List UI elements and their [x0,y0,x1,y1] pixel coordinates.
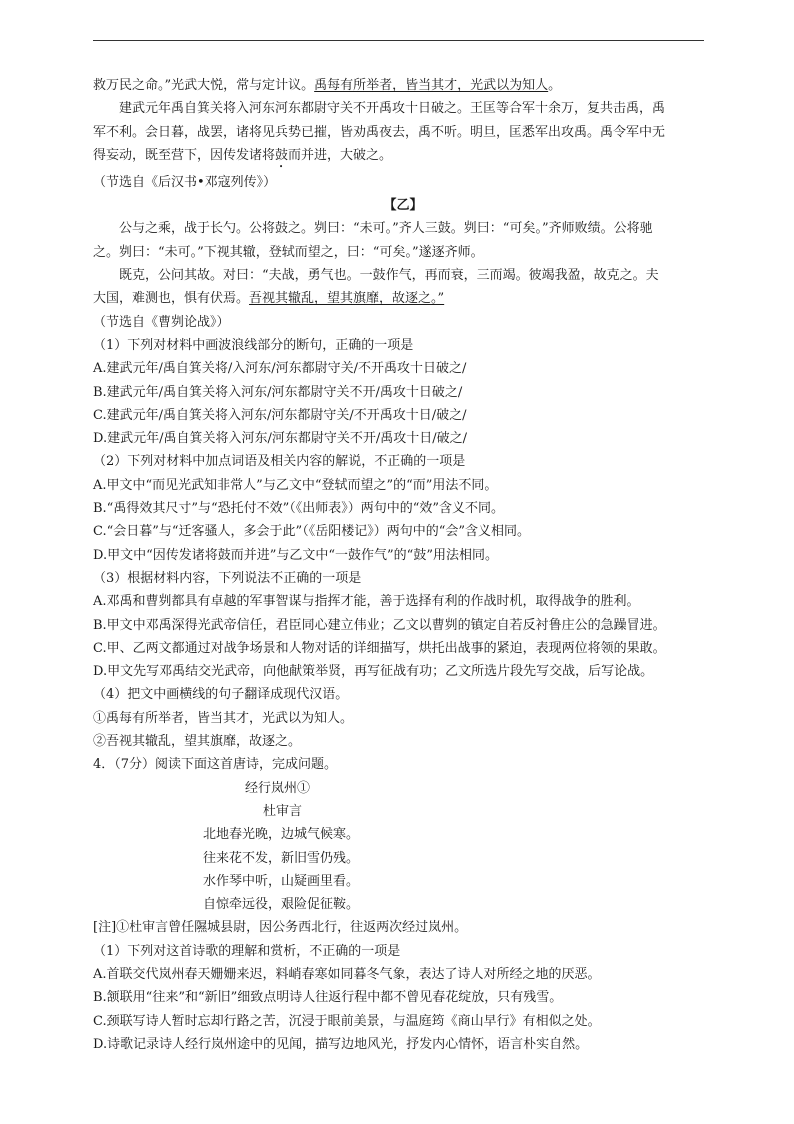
poem-q1-option-b: B.颔联用“往来”和“新旧”细致点明诗人往返行程中都不曾见春花绽放，只有残雪。 [93,990,563,1006]
passage-jia-para2-line-3 [93,144,713,171]
q4-item-1: ①禹每有所举者，皆当其才，光武以为知人。 [93,710,354,726]
poem-line-1: 北地春光晚，边城气候寒。 [203,827,360,843]
q4-stem: （4）把文中画横线的句子翻译成现代汉语。 [93,687,349,703]
poem-q1-option-a: A.首联交代岚州春天姗姗来迟，料峭春寒如同暮冬气象，表达了诗人对所经之地的厌恶。 [93,966,601,982]
poem-title: 经行岚州① [245,780,311,796]
passage-yi-source: （节选自《曹刿论战》） [93,314,230,330]
text-span: 得妄动，既至营下，因传发诸将 [93,147,276,163]
passage-yi-para1-line-1: 公与之乘，战于长勺。公将鼓之。刿曰：“未可。”齐人三鼓。刿曰：“可矣。”齐师败绩。公将驰 [119,221,653,237]
q1-option-a: A.建武元年/禹自箕关将/入河东/河东都尉守关/不开禹攻十日破之/ [93,361,467,377]
q2-stem: （2）下列对材料中加点词语及相关内容的解说，不正确的一项是 [93,454,466,470]
q1-option-b: B.建武元年/禹自箕关将入河东/河东都尉守关不开/禹攻十日破之/ [93,384,463,400]
passage-jia-para2-line-1: 建武元年禹自箕关将入河东河东都尉守关不开禹攻十日破之。王匡等合军十余万，复共击禹，禹 [119,101,666,117]
q2-option-a: A.甲文中“而见光武知非常人”与乙文中“登轼而望之”的“而”用法不同。 [93,477,498,493]
poem-author: 杜审言 [263,803,303,819]
passage-yi-para1-line-2: 之。刿曰：“未可。”下视其辙，登轼而望之，曰：“可矣。”遂逐齐师。 [93,244,484,260]
q2-option-c: C.“会日暮”与“迁客骚人，多会于此”（《岳阳楼记》）两句中的“会”含义相同。 [93,524,530,540]
q3-option-d: D.甲文先写邓禹结交光武帝，向他献策举贤，再写征战有功；乙文所选片段先写交战，后写论战。 [93,664,654,680]
poem-q1-option-d: D.诗歌记录诗人经行岚州途中的见闻，描写边地风光，抒发内心情怀，语言朴实自然。 [93,1036,589,1052]
q3-option-b: B.甲文中邓禹深得光武帝信任，君臣同心建立伟业；乙文以曹刿的镇定自若反衬鲁庄公的急躁冒进。 [93,617,666,633]
text-span: 。 [548,78,562,93]
q4-item-2: ②吾视其辙乱，望其旗靡，故逐之。 [93,734,302,750]
q2-option-b: B.“禹得效其尺寸”与“恐托付不效”（《出师表》）两句中的“效”含义不同。 [93,501,505,517]
text-span: 救万民之命。”光武大悦，常与定计议。 [93,78,315,93]
text-span: 而并进，大破之。 [288,147,393,163]
poem-section-heading: 4．（7分）阅读下面这首唐诗，完成问题。 [93,757,338,773]
q3-option-c: C.甲、乙两文都通过对战争场景和人物对话的详细描写，烘托出战事的紧迫，表现两位将领的果敢。 [93,640,666,656]
passage-jia-line-1 [93,74,713,97]
passage-jia-source: （节选自《后汉书•邓寇列传》） [93,174,277,190]
q3-stem: （3）根据材料内容，下列说法不正确的一项是 [93,570,362,586]
passage-yi-para2-line-1: 既克，公问其故。对曰：“夫战，勇气也。一鼓作气，再而衰，三而竭。彼竭我盈，故克之。夫 [119,268,659,284]
poem-q1-option-c: C.颈联写诗人暂时忘却行路之苦，沉浸于眼前美景，与温庭筠《商山早行》有相似之处。 [93,1013,601,1029]
passage-jia-para2-line-2: 军不利。会日暮，战罢，诸将见兵势已摧，皆劝禹夜去，禹不听。明旦，匡悉军出攻禹。禹令军中无 [93,124,666,140]
poem-line-4: 自惊牵远役，艰险促征鞍。 [203,897,360,913]
passage-yi-title: 【乙】 [383,198,423,214]
q3-option-a: A.邓禹和曹刿都具有卓越的军事智谋与指挥才能，善于选择有利的作战时机，取得战争的胜利。 [93,594,640,610]
q2-option-d: D.甲文中“因传发诸将鼓而并进”与乙文中“一鼓作气”的“鼓”用法相同。 [93,547,498,563]
poem-line-2: 往来花不发，新旧雪仍残。 [203,850,360,866]
poem-note: [注]①杜审言曾任隰城县尉，因公务西北行，往返两次经过岚州。 [93,920,468,936]
q1-stem: （1）下列对材料中画波浪线部分的断句，正确的一项是 [93,337,414,353]
poem-q1-stem: （1）下列对这首诗歌的理解和赏析，不正确的一项是 [93,943,401,959]
header-rule [93,40,704,41]
poem-line-3: 水作琴中听，山疑画里看。 [203,873,360,889]
underlined-sentence-2: 吾视其辙乱，望其旗靡，故逐之。” [249,291,445,307]
document-page [93,74,713,1056]
dotted-word-gu: 鼓 [275,147,289,163]
q1-option-d: D.建武元年/禹自箕关将入河东/河东都尉守关不开/禹攻十日/破之/ [93,431,467,447]
text-span: 大国，难测也，惧有伏焉。 [93,291,250,307]
passage-yi-para2-line-2 [93,287,713,310]
underlined-sentence-1: 禹每有所举者，皆当其才，光武以为知人 [314,78,549,93]
q1-option-c: C.建武元年/禹自箕关将入河东/河东都尉守关/不开禹攻十日/破之/ [93,407,467,423]
